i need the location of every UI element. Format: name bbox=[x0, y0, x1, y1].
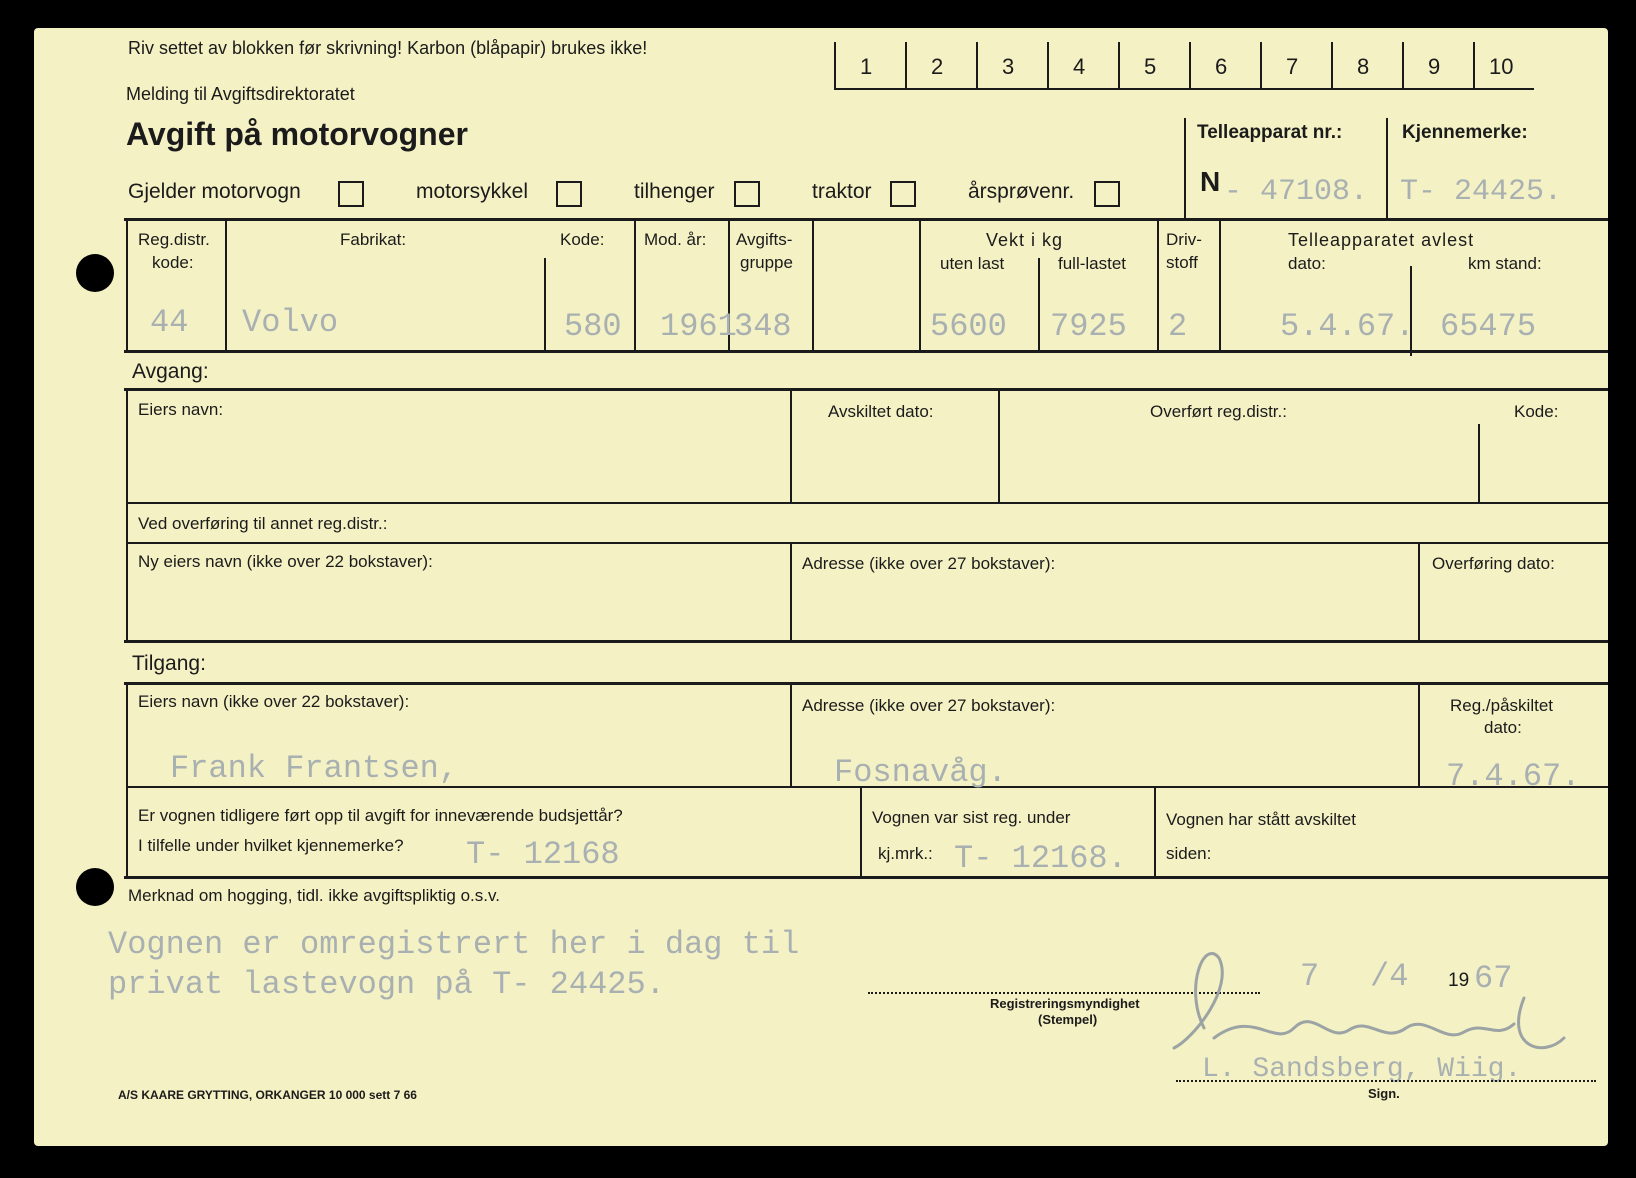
traktor-label: traktor bbox=[812, 180, 872, 203]
number-box-2: 2 bbox=[931, 54, 944, 79]
vehicle-table-left bbox=[126, 218, 128, 352]
number-box-3: 3 bbox=[1002, 54, 1015, 79]
meter-prefix: N bbox=[1200, 166, 1221, 197]
number-box-8: 8 bbox=[1357, 54, 1370, 79]
fabrikat-value: Volvo bbox=[242, 304, 339, 341]
staatt-label-2: siden: bbox=[1166, 844, 1212, 863]
ny-eier-label: Ny eiers navn (ikke over 22 bokstaver): bbox=[138, 552, 433, 571]
sign-line bbox=[1176, 1080, 1596, 1082]
plate-value: T- 24425. bbox=[1400, 175, 1563, 209]
reg-dato-value: 7.4.67. bbox=[1446, 758, 1581, 795]
avgang-divider-2 bbox=[126, 542, 1608, 544]
instruction-text: Riv settet av blokken før skrivning! Karbon (blåpapir) brukes ikke! bbox=[128, 38, 648, 58]
avgift-label-2: gruppe bbox=[740, 253, 793, 272]
year-suffix: 67 bbox=[1474, 960, 1513, 997]
prior-question-value: T- 12168 bbox=[466, 836, 620, 873]
date-day: 7 bbox=[1300, 958, 1320, 995]
box-divider bbox=[1118, 42, 1120, 88]
prior-question-2: I tilfelle under hvilket kjennemerke? bbox=[138, 836, 404, 855]
date-month: /4 bbox=[1370, 958, 1409, 995]
prior-question-1: Er vognen tidligere ført opp til avgift for inneværende budsjettår? bbox=[138, 806, 623, 825]
avgift-label: Avgifts- bbox=[736, 230, 793, 249]
avlest-label: Telleapparatet avlest bbox=[1288, 230, 1475, 250]
tilgang-bottom bbox=[124, 876, 1608, 879]
box-divider bbox=[976, 42, 978, 88]
overfort-label: Overført reg.distr.: bbox=[1150, 402, 1287, 421]
motorsykkel-label: motorsykkel bbox=[416, 180, 529, 203]
driv-label: Driv- bbox=[1166, 230, 1202, 249]
col-divider bbox=[1154, 788, 1156, 876]
kode-label: Kode: bbox=[560, 230, 605, 249]
staatt-label: Vognen har stått avskiltet bbox=[1166, 810, 1356, 829]
vehicle-table-top bbox=[124, 218, 1608, 221]
motorsykkel-checkbox[interactable] bbox=[556, 181, 582, 207]
fabrikat-label: Fabrikat: bbox=[340, 230, 407, 249]
tilgang-adresse-label: Adresse (ikke over 27 bokstaver): bbox=[802, 696, 1056, 715]
avlest-dato-label: dato: bbox=[1288, 254, 1326, 273]
col-divider bbox=[998, 390, 1000, 502]
box-divider bbox=[834, 42, 836, 88]
traktor-checkbox[interactable] bbox=[890, 181, 916, 207]
tilgang-eier-label: Eiers navn (ikke over 22 bokstaver): bbox=[138, 692, 410, 711]
tilhenger-checkbox[interactable] bbox=[734, 181, 760, 207]
box-divider bbox=[1331, 42, 1333, 88]
km-value: 65475 bbox=[1440, 308, 1537, 345]
regdistr-value: 44 bbox=[150, 304, 189, 341]
col-divider bbox=[860, 788, 862, 876]
col-divider bbox=[544, 258, 546, 350]
box-baseline bbox=[834, 88, 1534, 90]
uten-label: uten last bbox=[940, 254, 1005, 273]
col-divider bbox=[790, 684, 792, 786]
meter-divider-left bbox=[1184, 118, 1186, 218]
modaar-label: Mod. år: bbox=[644, 230, 707, 249]
sign-label: Sign. bbox=[1368, 1086, 1400, 1101]
box-divider bbox=[1260, 42, 1262, 88]
number-box-9: 9 bbox=[1428, 54, 1441, 79]
vehicle-type-label: Gjelder motorvogn bbox=[128, 180, 301, 203]
avskiltet-label: Avskiltet dato: bbox=[828, 402, 934, 421]
col-divider bbox=[225, 220, 227, 350]
col-divider bbox=[1418, 684, 1420, 786]
number-box-10: 10 bbox=[1489, 54, 1514, 79]
avgang-bottom bbox=[124, 640, 1608, 643]
tilhenger-label: tilhenger bbox=[634, 180, 715, 203]
col-divider bbox=[812, 220, 814, 350]
stamp-label-2: (Stempel) bbox=[1038, 1012, 1098, 1027]
col-divider bbox=[1418, 544, 1420, 640]
avgang-left bbox=[126, 388, 128, 642]
modaar-value: 1961 bbox=[660, 308, 737, 345]
col-divider bbox=[1038, 258, 1040, 350]
box-divider bbox=[1189, 42, 1191, 88]
tilgang-adresse-value: Fosnavåg. bbox=[834, 754, 1007, 791]
full-label: full-lastet bbox=[1058, 254, 1127, 273]
box-divider bbox=[1473, 42, 1475, 88]
motorvogn-checkbox[interactable] bbox=[338, 181, 364, 207]
number-box-5: 5 bbox=[1144, 54, 1157, 79]
notice-text: Melding til Avgiftsdirektoratet bbox=[126, 84, 355, 104]
avgang-divider bbox=[126, 502, 1608, 504]
plate-label: Kjennemerke: bbox=[1402, 122, 1528, 143]
remarks-label: Merknad om hogging, tidl. ikke avgiftspliktig o.s.v. bbox=[128, 886, 500, 905]
reg-dato-label: Reg./påskiltet bbox=[1450, 696, 1553, 715]
km-label: km stand: bbox=[1468, 254, 1542, 273]
col-divider bbox=[919, 220, 921, 350]
uten-value: 5600 bbox=[930, 308, 1007, 345]
number-box-1: 1 bbox=[860, 54, 873, 79]
signer-name: L. Sandsberg, Wiig. bbox=[1202, 1054, 1522, 1085]
avgang-kode-label: Kode: bbox=[1514, 402, 1559, 421]
driv-value: 2 bbox=[1168, 308, 1188, 345]
box-divider bbox=[1047, 42, 1049, 88]
overforing-dato-label: Overføring dato: bbox=[1432, 554, 1555, 573]
meter-number-label: Telleapparat nr.: bbox=[1197, 122, 1343, 143]
punch-hole-top bbox=[76, 254, 114, 292]
form-title: Avgift på motorvogner bbox=[126, 116, 468, 152]
remarks-line-2: privat lastevogn på T- 24425. bbox=[108, 966, 665, 1003]
avgift-value: 348 bbox=[734, 308, 792, 345]
col-divider bbox=[1219, 220, 1221, 350]
tilgang-heading: Tilgang: bbox=[132, 652, 206, 675]
avlest-dato-value: 5.4.67. bbox=[1280, 308, 1415, 345]
vehicle-table-bottom bbox=[124, 350, 1608, 353]
regdistr-label: Reg.distr. bbox=[138, 230, 210, 249]
sist-reg-value: T- 12168. bbox=[954, 840, 1127, 877]
number-box-6: 6 bbox=[1215, 54, 1228, 79]
kode-value: 580 bbox=[564, 308, 622, 345]
tilgang-left bbox=[126, 682, 128, 876]
regdistr-label-2: kode: bbox=[152, 253, 194, 272]
col-divider bbox=[634, 220, 636, 350]
sist-reg-label: Vognen var sist reg. under bbox=[872, 808, 1071, 827]
year-prefix: 19 bbox=[1448, 970, 1470, 991]
col-divider bbox=[790, 544, 792, 640]
box-divider bbox=[905, 42, 907, 88]
punch-hole-bottom bbox=[76, 868, 114, 906]
number-box-7: 7 bbox=[1286, 54, 1299, 79]
number-box-4: 4 bbox=[1073, 54, 1086, 79]
arsprovenr-label: årsprøvenr. bbox=[968, 180, 1075, 203]
tilgang-top bbox=[124, 682, 1608, 685]
arsprovenr-checkbox[interactable] bbox=[1094, 181, 1120, 207]
col-divider bbox=[1478, 424, 1480, 502]
vekt-label: Vekt i kg bbox=[986, 230, 1064, 250]
col-divider bbox=[790, 390, 792, 502]
ved-overforing-label: Ved overføring til annet reg.distr.: bbox=[138, 514, 388, 533]
meter-number-value: - 47108. bbox=[1224, 175, 1369, 209]
avgang-top bbox=[124, 388, 1608, 391]
col-divider bbox=[1157, 220, 1159, 350]
avgang-heading: Avgang: bbox=[132, 360, 209, 383]
meter-divider-mid bbox=[1386, 118, 1388, 218]
tilgang-eier-value: Frank Frantsen, bbox=[170, 750, 459, 787]
box-divider bbox=[1402, 42, 1404, 88]
stamp-label: Registreringsmyndighet bbox=[990, 996, 1140, 1011]
tax-form-card bbox=[34, 28, 1608, 1146]
full-value: 7925 bbox=[1050, 308, 1127, 345]
reg-dato-label-2: dato: bbox=[1484, 718, 1522, 737]
avgang-adresse-label: Adresse (ikke over 27 bokstaver): bbox=[802, 554, 1056, 573]
printer-line: A/S KAARE GRYTTING, ORKANGER 10 000 sett 7 66 bbox=[118, 1088, 417, 1102]
driv-label-2: stoff bbox=[1166, 253, 1198, 272]
sist-reg-label-2: kj.mrk.: bbox=[878, 844, 933, 863]
avgang-eier-label: Eiers navn: bbox=[138, 400, 224, 419]
remarks-line-1: Vognen er omregistrert her i dag til bbox=[108, 926, 800, 963]
